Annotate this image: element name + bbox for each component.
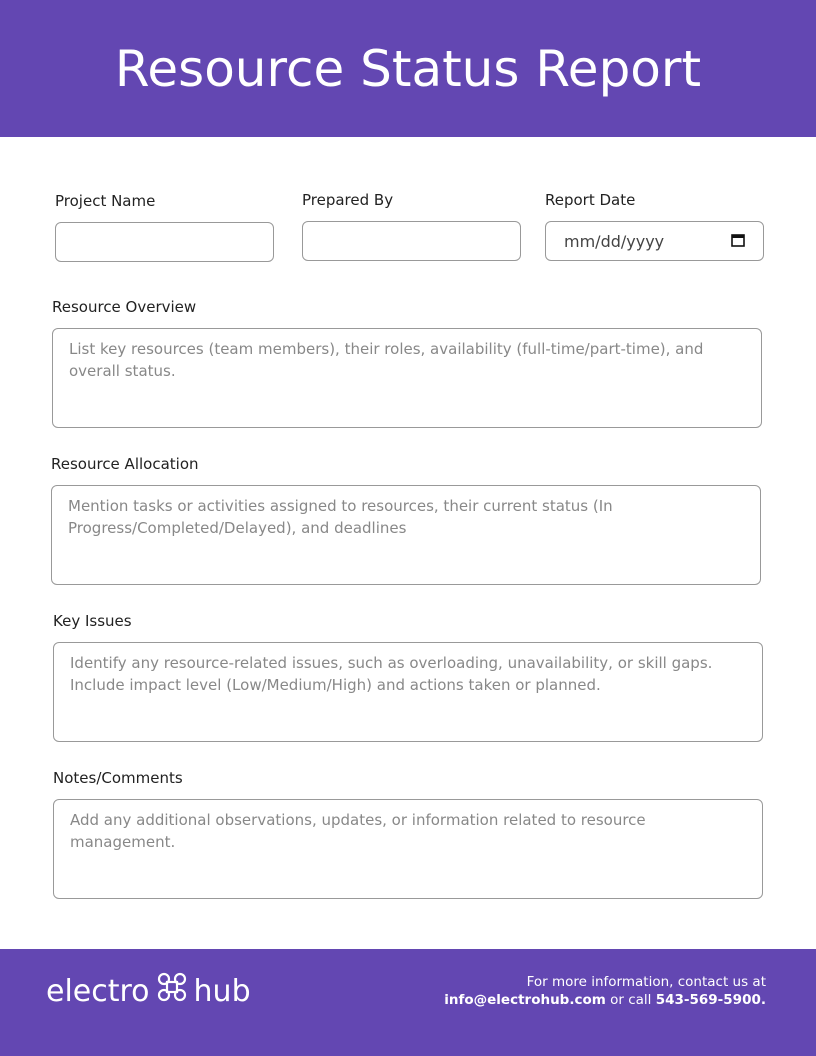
report-date-input[interactable] — [545, 221, 764, 261]
drone-icon — [156, 971, 188, 1011]
prepared-by-label: Prepared By — [302, 191, 394, 209]
key-issues-label: Key Issues — [53, 612, 132, 630]
resource-overview-label: Resource Overview — [52, 298, 197, 316]
resource-allocation-label: Resource Allocation — [51, 455, 199, 473]
call-text: or call — [605, 992, 656, 1008]
header-banner — [0, 0, 816, 137]
key-issues-textarea[interactable]: Identify any resource-related issues, such as overloading, unavailability, or skill gaps. Include impact level (Low/Medium/High) and actions taken or planned. — [53, 642, 763, 742]
contact-line: For more information, contact us at — [526, 974, 766, 990]
notes-textarea[interactable]: Add any additional observations, updates, or information related to resource management. — [53, 799, 763, 899]
page-title: Resource Status Report — [114, 39, 702, 98]
date-placeholder: mm/dd/yyyy — [564, 231, 665, 251]
prepared-by-input[interactable] — [302, 221, 521, 261]
logo-text-right: hub — [193, 973, 251, 1009]
contact-info — [444, 973, 766, 1009]
logo-text-left: electro — [46, 973, 150, 1009]
project-name-label: Project Name — [55, 192, 156, 210]
report-date-label: Report Date — [545, 191, 636, 209]
calendar-icon[interactable] — [731, 232, 745, 251]
project-name-input[interactable] — [55, 222, 274, 262]
electrohub-logo — [46, 971, 251, 1011]
contact-email[interactable]: info@electrohub.com — [444, 992, 606, 1008]
notes-label: Notes/Comments — [53, 769, 183, 787]
footer — [0, 949, 816, 1056]
resource-overview-textarea[interactable]: List key resources (team members), their roles, availability (full-time/part-time), and overall status. — [52, 328, 762, 428]
resource-allocation-textarea[interactable]: Mention tasks or activities assigned to resources, their current status (In Progress/Completed/Delayed), and deadlines — [51, 485, 761, 585]
contact-phone[interactable]: 543-569-5900. — [655, 992, 766, 1008]
